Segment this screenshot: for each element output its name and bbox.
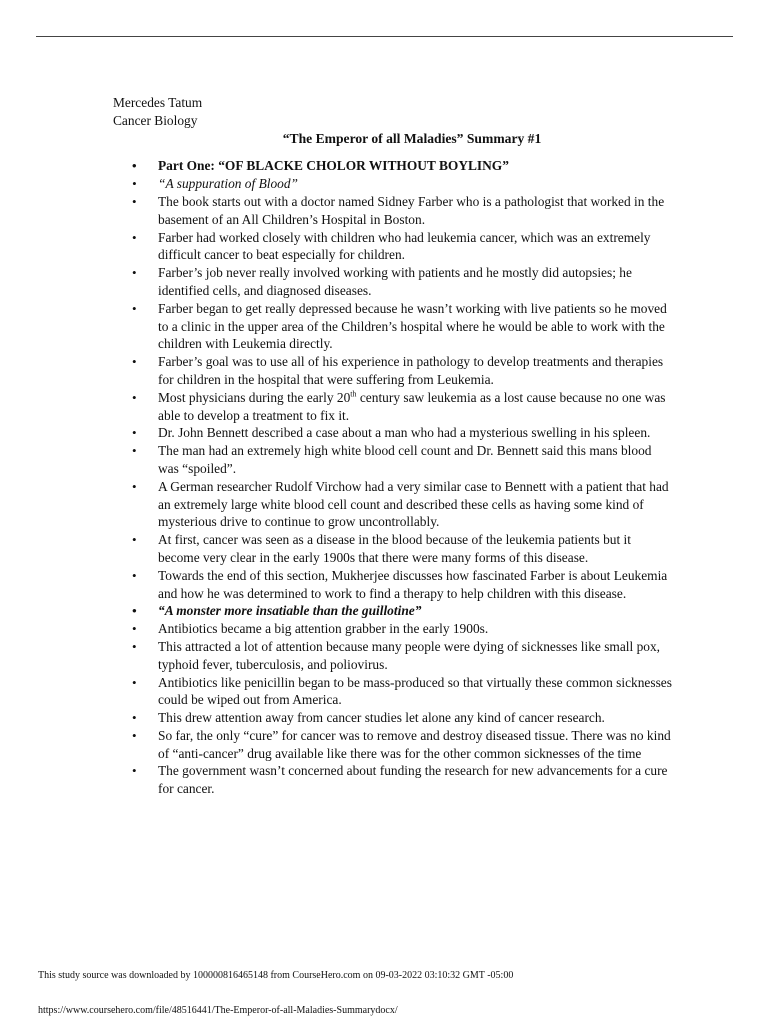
list-item-text: Farber’s goal was to use all of his experience in pathology to develop treatments and therapies for children in the hospital that were suffering from Leukemia. bbox=[158, 354, 664, 387]
bullet-icon: • bbox=[132, 193, 137, 209]
list-item-text: Farber had worked closely with children who had leukemia cancer, which was an extremely difficult cancer to beat especially for children. bbox=[158, 229, 651, 263]
bullet-icon: • bbox=[132, 389, 137, 405]
chapter-subheading bbox=[113, 602, 673, 620]
bullet-icon: • bbox=[132, 638, 137, 654]
list-item bbox=[113, 478, 673, 531]
list-item-text: This attracted a lot of attention because many people were dying of sicknesses like small pox, typhoid fever, tuberculosis, and poliovirus. bbox=[158, 638, 660, 672]
list-item-text: At first, cancer was seen as a disease in the blood because of the leukemia patients but it become very clear in the early 1900s that there were many forms of this disease. bbox=[158, 532, 631, 565]
bullet-icon: • bbox=[132, 532, 137, 548]
list-item-text: This drew attention away from cancer studies let alone any kind of cancer research. bbox=[158, 710, 605, 726]
bullet-icon: • bbox=[132, 763, 137, 779]
source-url-link[interactable]: https://www.coursehero.com/file/48516441/The-Emperor-of-all-Maladies-Summarydocx/ bbox=[38, 1005, 398, 1016]
document-title: “The Emperor of all Maladies” Summary #1 bbox=[282, 130, 542, 146]
list-item bbox=[113, 531, 673, 567]
list-item bbox=[113, 300, 673, 353]
bullet-icon: • bbox=[132, 727, 137, 743]
list-item-text-end: century saw leukemia as a lost cause because no one was able to develop a treatment to fix it. bbox=[158, 389, 666, 423]
bullet-icon: • bbox=[132, 158, 137, 174]
list-item bbox=[113, 567, 673, 603]
list-item bbox=[113, 353, 673, 389]
list-item-text: A German researcher Rudolf Virchow had a very similar case to Bennett with a patient that had an extremely large white blood cell count and described these cells as having some kind of mysterious drive to continue to grow uncontrollably. bbox=[158, 478, 669, 530]
download-notice: This study source was downloaded by 100000816465148 from CourseHero.com on 09-03-2022 03:10:32 GMT -05:00 bbox=[38, 970, 514, 981]
document-page bbox=[113, 94, 673, 798]
bullet-icon: • bbox=[132, 443, 137, 459]
list-item bbox=[113, 442, 673, 478]
list-item bbox=[113, 709, 673, 727]
list-item bbox=[113, 762, 673, 798]
bullet-icon: • bbox=[132, 674, 137, 690]
list-item bbox=[113, 674, 673, 710]
list-item-text: Farber began to get really depressed because he wasn’t working with live patients so he moved to a clinic in the upper area of the Children’s hospital where he would be able to work with the children with Leukemia directly. bbox=[158, 300, 667, 352]
bullet-icon: • bbox=[132, 265, 137, 281]
list-item bbox=[113, 638, 673, 674]
list-item-text: Towards the end of this section, Mukherjee discusses how fascinated Farber is about Leukemia and how he was determined to work to find a therapy to help children with this disease. bbox=[158, 567, 668, 601]
list-item-text: The government wasn’t concerned about funding the research for new advancements for a cure for cancer. bbox=[158, 763, 668, 797]
list-item-text: Farber’s job never really involved working with patients and he mostly did autopsies; he identified cells, and diagnosed diseases. bbox=[158, 265, 632, 298]
list-item-text: Dr. John Bennett described a case about a man who had a mysterious swelling in his spleen. bbox=[158, 425, 651, 441]
bullet-icon: • bbox=[132, 300, 137, 316]
list-item bbox=[113, 424, 673, 442]
list-item-text: “A monster more insatiable than the guillotine” bbox=[158, 603, 422, 619]
bullet-icon: • bbox=[132, 603, 137, 619]
list-item-text: Antibiotics like penicillin began to be mass-produced so that virtually these common sicknesses could be wiped out from America. bbox=[158, 674, 672, 708]
list-item-text: “A suppuration of Blood” bbox=[158, 176, 299, 192]
list-item-text: The man had an extremely high white blood cell count and Dr. Bennett said this mans blood was “spoiled”. bbox=[158, 443, 652, 476]
summary-list bbox=[113, 157, 673, 798]
bullet-icon: • bbox=[132, 176, 137, 192]
list-item-text: The book starts out with a doctor named Sidney Farber who is a pathologist that worked in the basement of an All Children’s Hospital in Boston. bbox=[158, 193, 665, 227]
bullet-icon: • bbox=[132, 478, 137, 494]
chapter-subheading bbox=[113, 175, 673, 193]
list-item-text: So far, the only “cure” for cancer was to remove and destroy diseased tissue. There was no kind of “anti-cancer” drug available like there was for the other common sicknesses of the time bbox=[158, 727, 671, 761]
list-item bbox=[113, 264, 673, 300]
list-item-text: Antibiotics became a big attention grabber in the early 1900s. bbox=[158, 621, 489, 637]
list-item-text: Part One: “OF BLACKE CHOLOR WITHOUT BOYLING” bbox=[158, 158, 509, 174]
course-name: Cancer Biology bbox=[113, 112, 198, 128]
list-item bbox=[113, 727, 673, 763]
bullet-icon: • bbox=[132, 229, 137, 245]
bullet-icon: • bbox=[132, 354, 137, 370]
bullet-icon: • bbox=[132, 621, 137, 637]
bullet-icon: • bbox=[132, 710, 137, 726]
superscript: th bbox=[350, 389, 357, 399]
author-name: Mercedes Tatum bbox=[113, 95, 203, 110]
list-item bbox=[113, 193, 673, 229]
top-rule bbox=[36, 36, 733, 37]
list-item bbox=[113, 620, 673, 638]
bullet-icon: • bbox=[132, 567, 137, 583]
list-item-text-start: Most physicians during the early 20 bbox=[158, 389, 351, 405]
section-heading bbox=[113, 157, 673, 175]
bullet-icon: • bbox=[132, 425, 137, 441]
list-item bbox=[113, 229, 673, 265]
list-item bbox=[113, 389, 673, 425]
